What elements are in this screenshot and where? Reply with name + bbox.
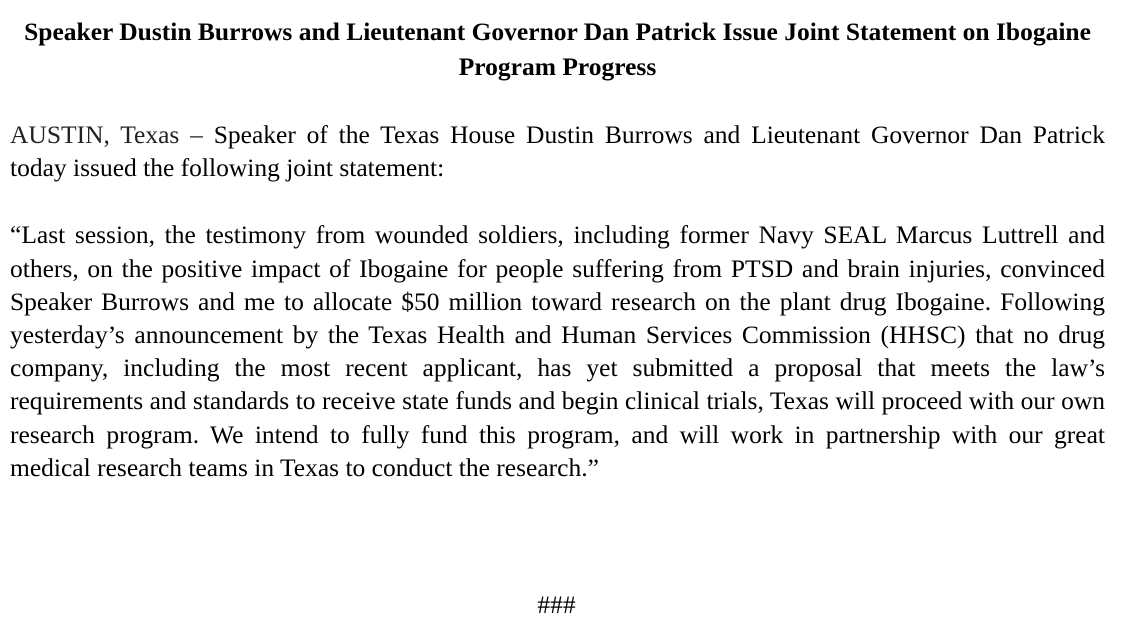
intro-paragraph: [10, 118, 1105, 184]
statement-paragraph: “Last session, the testimony from wounded soldiers, including former Navy SEAL Marcus Luttrell and others, on the positive impact of Ibogaine for people suffering from PTSD and brain injuries, convinced Speaker Burrows and me to allocate $50 million toward research on the plant drug Ibogaine. Following yesterday’s announcement by the Texas Health and Human Services Commission (HHSC) that no drug company, including the most recent applicant, has yet submitted a proposal that meets the law’s requirements and standards to receive state funds and begin clinical trials, Texas will proceed with our own research program. We intend to fully fund this program, and will work in partnership with our great medical research teams in Texas to conduct the research.”: [10, 220, 1105, 482]
dateline: AUSTIN, Texas –: [10, 120, 203, 149]
end-mark: ###: [537, 590, 576, 619]
page-title: Speaker Dustin Burrows and Lieutenant Governor Dan Patrick Issue Joint Statement on Ibogaine Program Progress: [24, 17, 1091, 81]
press-release: [10, 14, 1105, 484]
intro-text: Speaker of the Texas House Dustin Burrows and Lieutenant Governor Dan Patrick today issued the following joint statement:: [10, 120, 1105, 183]
